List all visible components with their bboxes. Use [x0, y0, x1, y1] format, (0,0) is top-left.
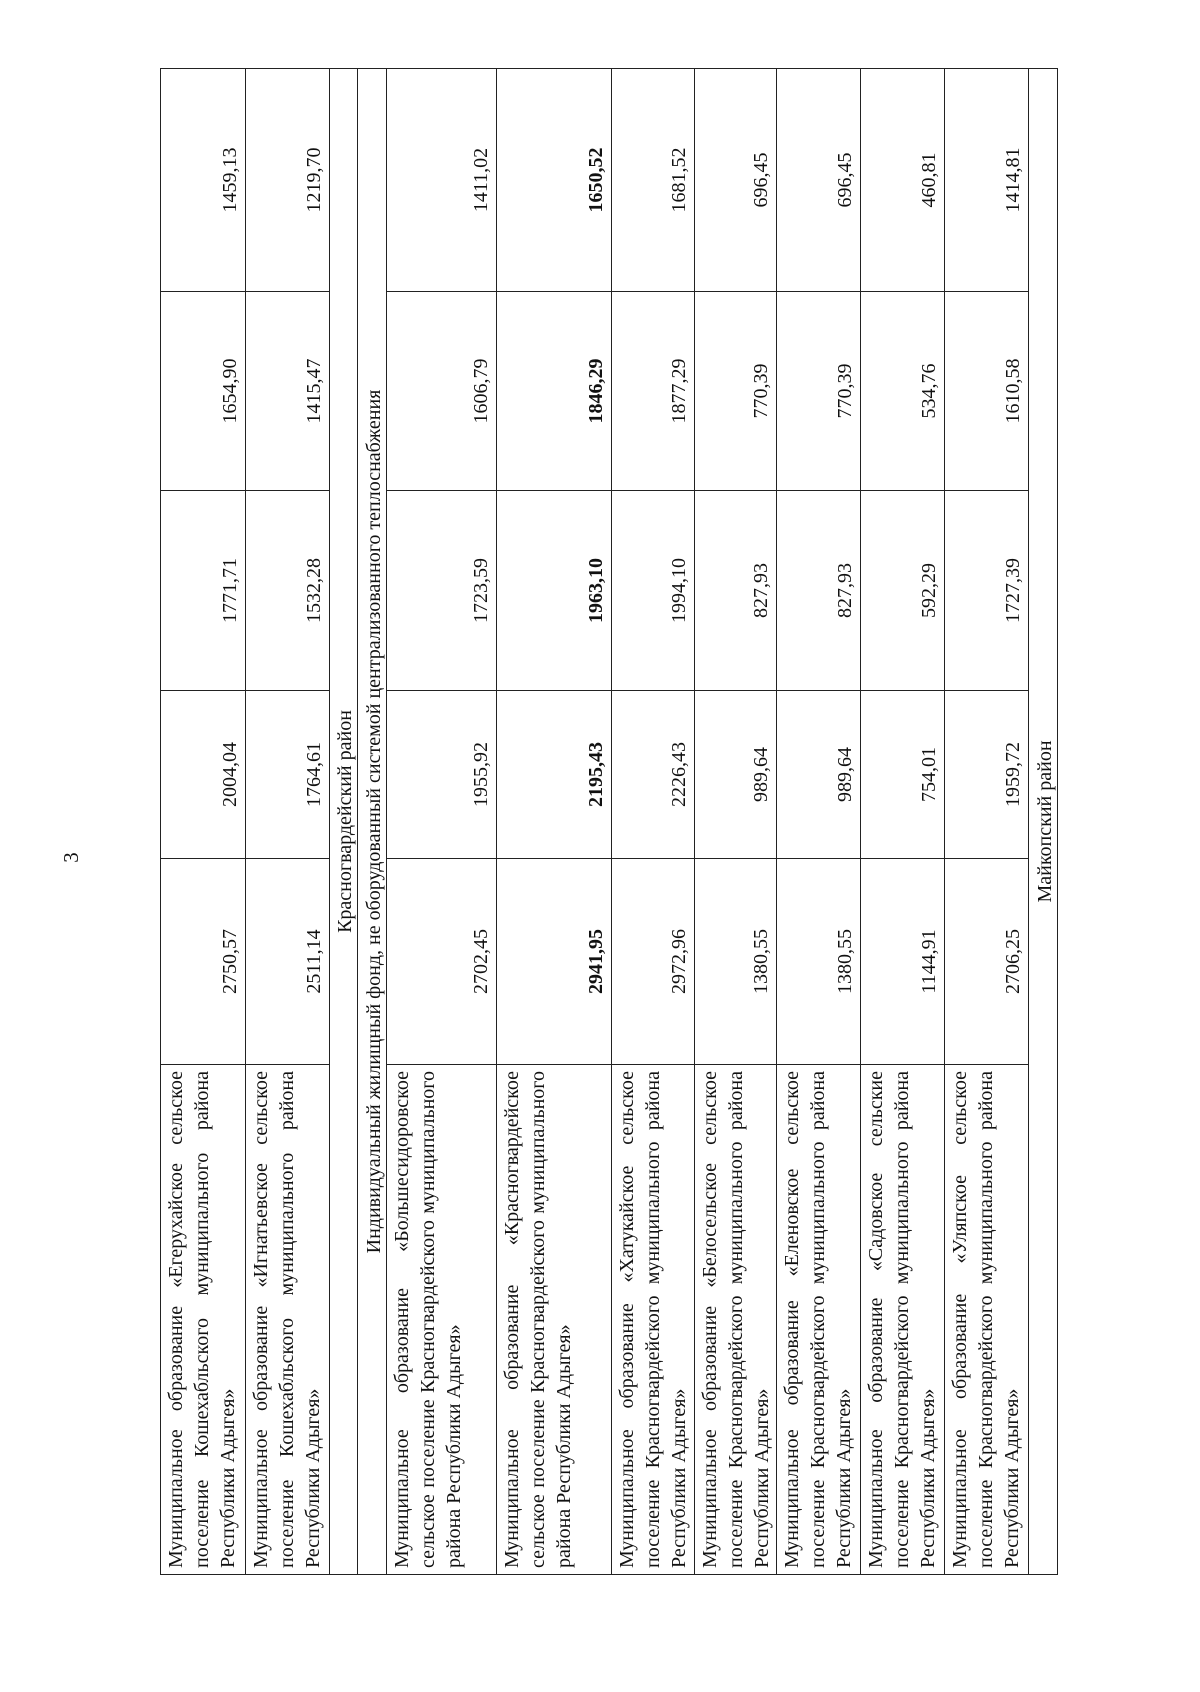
- value-cell-5: 1414,81: [945, 69, 1029, 292]
- section-header: Индивидуальный жилищный фонд, не оборудованный системой централизованного теплоснабжения: [358, 69, 387, 1575]
- value-cell-3: 1994,10: [612, 491, 695, 691]
- municipality-name-cell: Муниципальное образование «Белосельское сельское поселение Красногвардейского муниципального района Республики Адыгея»: [695, 1065, 777, 1575]
- value-cell-1: 2941,95: [497, 859, 612, 1065]
- value-cell-1: 2511,14: [246, 859, 330, 1065]
- value-cell-5: 1411,02: [387, 69, 497, 292]
- value-cell-2: 2226,43: [612, 691, 695, 859]
- value-cell-1: 1380,55: [695, 859, 777, 1065]
- value-cell-3: 592,29: [861, 491, 945, 691]
- value-cell-2: 1959,72: [945, 691, 1029, 859]
- table-row: [497, 69, 612, 1575]
- municipality-name-cell: Муниципальное образование «Большесидоровское сельское поселение Красногвардейского муниципального района Республики Адыгея»: [387, 1065, 497, 1575]
- value-cell-4: 1846,29: [497, 292, 612, 491]
- value-cell-2: 1764,61: [246, 691, 330, 859]
- municipality-name-cell: Муниципальное образование «Хатукайское сельское поселение Красногвардейского муниципального района Республики Адыгея»: [612, 1065, 695, 1575]
- section-header: Майкопский район: [1029, 69, 1058, 1575]
- value-cell-4: 1877,29: [612, 292, 695, 491]
- value-cell-5: 460,81: [861, 69, 945, 292]
- value-cell-3: 1723,59: [387, 491, 497, 691]
- value-cell-4: 1610,58: [945, 292, 1029, 491]
- table-row: [387, 69, 497, 1575]
- value-cell-5: 1681,52: [612, 69, 695, 292]
- value-cell-2: 1955,92: [387, 691, 497, 859]
- section-header-row: [1029, 69, 1058, 1575]
- value-cell-1: 1144,91: [861, 859, 945, 1065]
- table-row: [246, 69, 330, 1575]
- table-row: [612, 69, 695, 1575]
- value-cell-5: 696,45: [777, 69, 861, 292]
- section-header-row: [358, 69, 387, 1575]
- table-row: [161, 69, 246, 1575]
- value-cell-2: 754,01: [861, 691, 945, 859]
- value-cell-4: 534,76: [861, 292, 945, 491]
- table-row: [777, 69, 861, 1575]
- municipality-name-cell: Муниципальное образование «Игнатьевское сельское поселение Кошехабльского муниципального района Республики Адыгея»: [246, 1065, 330, 1575]
- table-row: [861, 69, 945, 1575]
- value-cell-1: 1380,55: [777, 859, 861, 1065]
- rotated-page-content: [160, 69, 1057, 1575]
- page-number: 3: [58, 852, 83, 863]
- municipality-name-cell: Муниципальное образование «Уляпское сельское поселение Красногвардейского муниципального района Республики Адыгея»: [945, 1065, 1029, 1575]
- value-cell-3: 827,93: [695, 491, 777, 691]
- value-cell-2: 2195,43: [497, 691, 612, 859]
- value-cell-1: 2706,25: [945, 859, 1029, 1065]
- value-cell-3: 1532,28: [246, 491, 330, 691]
- municipality-name-cell: Муниципальное образование «Егерухайское сельское поселение Кошехабльского муниципального района Республики Адыгея»: [161, 1065, 246, 1575]
- value-cell-5: 1219,70: [246, 69, 330, 292]
- section-header-row: [330, 69, 358, 1575]
- value-cell-5: 696,45: [695, 69, 777, 292]
- value-cell-2: 989,64: [777, 691, 861, 859]
- table-body: [161, 69, 1058, 1575]
- tariff-table: [160, 68, 1058, 1575]
- value-cell-4: 1654,90: [161, 292, 246, 491]
- municipality-name-cell: Муниципальное образование «Красногвардейское сельское поселение Красногвардейского муниципального района Республики Адыгея»: [497, 1065, 612, 1575]
- value-cell-4: 770,39: [695, 292, 777, 491]
- value-cell-4: 770,39: [777, 292, 861, 491]
- value-cell-3: 1727,39: [945, 491, 1029, 691]
- value-cell-2: 2004,04: [161, 691, 246, 859]
- value-cell-1: 2750,57: [161, 859, 246, 1065]
- municipality-name-cell: Муниципальное образование «Еленовское сельское поселение Красногвардейского муниципального района Республики Адыгея»: [777, 1065, 861, 1575]
- value-cell-4: 1415,47: [246, 292, 330, 491]
- table-row: [695, 69, 777, 1575]
- value-cell-5: 1650,52: [497, 69, 612, 292]
- municipality-name-cell: Муниципальное образование «Садовское сельские поселение Красногвардейского муниципального района Республики Адыгея»: [861, 1065, 945, 1575]
- table-row: [945, 69, 1029, 1575]
- value-cell-1: 2702,45: [387, 859, 497, 1065]
- section-header: Красногвардейский район: [330, 69, 358, 1575]
- value-cell-5: 1459,13: [161, 69, 246, 292]
- value-cell-3: 827,93: [777, 491, 861, 691]
- value-cell-1: 2972,96: [612, 859, 695, 1065]
- value-cell-3: 1963,10: [497, 491, 612, 691]
- value-cell-2: 989,64: [695, 691, 777, 859]
- value-cell-3: 1771,71: [161, 491, 246, 691]
- value-cell-4: 1606,79: [387, 292, 497, 491]
